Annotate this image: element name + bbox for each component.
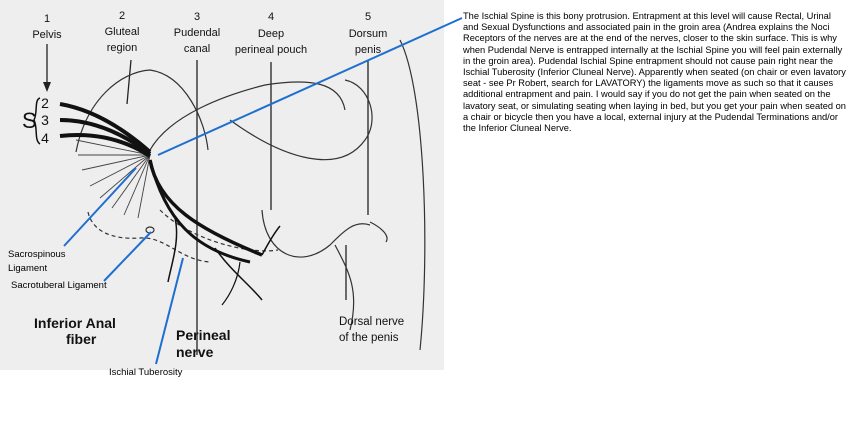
sacrospinous-label: Sacrospinous — [8, 249, 66, 260]
region-labels — [32, 10, 387, 56]
region-number: 3 — [193, 11, 201, 23]
inferior-anal-label: fiber — [66, 331, 97, 347]
dorsal-nerve-label: of the penis — [339, 332, 399, 344]
perineal-label: Perineal — [176, 327, 231, 343]
region-pudendal-canal — [174, 11, 221, 55]
sacrospinous-pointer — [64, 168, 136, 246]
region-dorsum-penis — [349, 11, 388, 56]
dashed-outline — [160, 210, 278, 251]
region-number: 5 — [364, 11, 372, 23]
pelvis-arrowhead — [43, 82, 51, 92]
region-deep-perineal-pouch — [235, 11, 307, 56]
sacral-roots — [22, 95, 49, 146]
root-label: 3 — [41, 112, 49, 128]
region-name: canal — [183, 43, 211, 55]
gluteal-contour — [76, 70, 208, 152]
ischial-spine-note: The Ischial Spine is this bony protrusion. Entrapment at this level will cause Rectal, Urinal and Sexual Dysfunctions and associated pain in the groin area (Andrea explains the Noci Receptors of the nerves are at the end of the nerves, closer to the skin surface. This is why when Pudendal Nerve is entrapped internally at the Ischial Spine you will feel pain externally in the groin area). Pudendal Ischial Spine entrapment should not cause pain right near the Ischial Tuberosity (Inferior Cluneal Nerve). Apparently when seated (on chair or even lavatory seat - see Pr Robert, search for LAVATORY) the ligaments move as such so that it causes additional entrapment and pain. I would say if you do not get the pain when seated on the lavatory seat, or simulating seating when laying in bed, but you get your pain when seated on a chair or bicycle then you have a local, external injury at the Pudendal Terminations and/or the Inferior Cluneal Nerve. — [463, 11, 846, 134]
region-name: Deep — [257, 28, 285, 40]
sacrotuberal-pointer — [104, 232, 151, 281]
perineal-membrane — [262, 210, 370, 257]
inferior-anal-branch — [168, 218, 177, 282]
region-number: 1 — [43, 13, 51, 25]
sacral-brace — [34, 98, 40, 144]
pudendal-nerve — [60, 104, 280, 305]
pudendal-trunk-upper — [150, 160, 262, 255]
region-name: Pelvis — [32, 29, 62, 41]
region-pelvis — [32, 13, 62, 41]
root-label: 2 — [41, 95, 49, 111]
bladder-outline — [230, 80, 372, 160]
sacrospinous-label: Ligament — [8, 263, 48, 274]
perineal-branch — [215, 248, 262, 300]
perineal-label: nerve — [176, 344, 214, 360]
sacrotuberal-label: Sacrotuberal Ligament — [11, 280, 107, 291]
pelvic-wall — [150, 82, 345, 150]
region-name: Gluteal — [104, 26, 140, 38]
region-number: 4 — [267, 11, 275, 23]
region-name: Pudendal — [173, 27, 221, 39]
root-label: 4 — [41, 130, 49, 146]
dorsal-nerve-label: Dorsal nerve — [339, 316, 405, 328]
gluteal-pointer-line — [127, 60, 131, 104]
region-number: 2 — [118, 10, 126, 22]
region-name: penis — [354, 44, 382, 56]
penis-tip — [370, 222, 387, 242]
sacral-letter: S — [22, 108, 37, 133]
region-name: Dorsum — [348, 28, 388, 40]
region-separators — [43, 44, 368, 355]
right-border — [400, 40, 425, 350]
ischial-tuberosity-label: Ischial Tuberosity — [109, 367, 183, 378]
region-name: perineal pouch — [234, 44, 308, 56]
region-gluteal — [105, 10, 140, 54]
region-name: region — [106, 42, 138, 54]
nerve-labels — [34, 315, 404, 360]
inferior-anal-label: Inferior Anal — [34, 315, 116, 331]
